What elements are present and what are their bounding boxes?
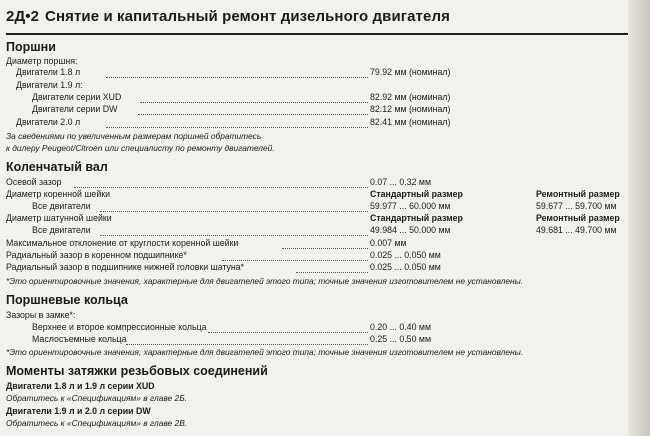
engines-1-9-label: Двигатели 1.9 л: <box>16 80 83 90</box>
engines-1-8-value: 79.92 мм (номинал) <box>370 67 451 77</box>
roundness-label: Максимальное отклонение от круглости коренной шейки <box>6 238 239 248</box>
main-journal-standard-value: 59.977 ... 60.000 мм <box>370 201 451 211</box>
repair-size-heading-2: Ремонтный размер <box>536 213 620 223</box>
leader-dots <box>296 271 368 273</box>
ring-gaps-label: Зазоры в замке*: <box>6 310 76 320</box>
pistons-note-line2: к дилеру Peugeot/Citroen или специалисту по ремонту двигателей. <box>6 143 275 153</box>
leader-dots <box>140 101 368 103</box>
leader-dots <box>74 186 368 188</box>
axial-clearance-label: Осевой зазор <box>6 177 62 187</box>
all-engines-label-2: Все двигатели <box>32 225 91 235</box>
leader-dots <box>100 210 368 212</box>
leader-dots <box>282 247 368 249</box>
leader-dots <box>222 259 368 261</box>
pistons-note-line1: За сведениями по увеличенным размерам поршней обратитесь <box>6 131 262 141</box>
repair-size-heading: Ремонтный размер <box>536 189 620 199</box>
chapter-title: Снятие и капитальный ремонт дизельного двигателя <box>45 8 450 25</box>
all-engines-label: Все двигатели <box>32 201 91 211</box>
section-rings-title: Поршневые кольца <box>6 293 128 307</box>
leader-dots <box>208 331 368 333</box>
dw-series-label: Двигатели серии DW <box>32 104 118 114</box>
oil-rings-value: 0.25 ... 0.50 мм <box>370 334 432 344</box>
section-pistons-title: Поршни <box>6 40 56 54</box>
oil-rings-label: Маслосъемные кольца <box>32 334 127 344</box>
header-rule <box>6 33 628 35</box>
xud-torque-reference: Обратитесь к «Спецификациям» в главе 2Б. <box>6 393 187 403</box>
dw-torque-heading: Двигатели 1.9 л и 2.0 л серии DW <box>6 406 151 416</box>
piston-diameter-label: Диаметр поршня: <box>6 56 78 66</box>
rod-bearing-clearance-label: Радиальный зазор в подшипнике нижней головки шатуна* <box>6 262 245 272</box>
compression-rings-label: Верхнее и второе компрессионные кольца <box>32 322 207 332</box>
leader-dots <box>106 126 368 128</box>
dw-series-value: 82.12 мм (номинал) <box>370 104 451 114</box>
leader-dots <box>100 234 368 236</box>
xud-torque-heading: Двигатели 1.8 л и 1.9 л серии XUD <box>6 381 155 391</box>
roundness-value: 0.007 мм <box>370 238 407 248</box>
chapter-code: 2Д•2 <box>6 8 40 25</box>
rod-bearing-clearance-value: 0.025 ... 0.050 мм <box>370 262 441 272</box>
leader-dots <box>106 76 368 78</box>
compression-rings-value: 0.20 ... 0.40 мм <box>370 322 432 332</box>
rod-journal-label: Диаметр шатунной шейки <box>6 213 112 223</box>
rod-journal-repair-value: 49.681 ... 49.700 мм <box>536 225 617 235</box>
engines-2-0-label: Двигатели 2.0 л <box>16 117 81 127</box>
page-header <box>6 8 450 25</box>
leader-dots <box>138 113 368 115</box>
main-bearing-clearance-label: Радиальный зазор в коренном подшипнике* <box>6 250 187 260</box>
standard-size-heading: Стандартный размер <box>370 189 463 199</box>
engines-2-0-value: 82.41 мм (номинал) <box>370 117 451 127</box>
rings-footnote: *Это ориентировочные значения, характерные для двигателей этого типа; точные значения изготовителем не установлены. <box>6 347 524 357</box>
section-crankshaft-title: Коленчатый вал <box>6 160 108 174</box>
main-journal-repair-value: 59.677 ... 59.700 мм <box>536 201 617 211</box>
engines-1-8-label: Двигатели 1.8 л <box>16 67 81 77</box>
section-torques-title: Моменты затяжки резьбовых соединений <box>6 364 268 378</box>
xud-series-value: 82.92 мм (номинал) <box>370 92 451 102</box>
main-bearing-clearance-value: 0.025 ... 0.050 мм <box>370 250 441 260</box>
leader-dots <box>126 343 368 345</box>
standard-size-heading-2: Стандартный размер <box>370 213 463 223</box>
main-journal-label: Диаметр коренной шейки <box>6 189 110 199</box>
page-edge-shadow <box>628 0 650 436</box>
axial-clearance-value: 0.07 ... 0.32 мм <box>370 177 432 187</box>
xud-series-label: Двигатели серии XUD <box>32 92 122 102</box>
rod-journal-standard-value: 49.984 ... 50.000 мм <box>370 225 451 235</box>
dw-torque-reference: Обратитесь к «Спецификациям» в главе 2В. <box>6 418 188 428</box>
crankshaft-footnote: *Это ориентировочные значения, характерные для двигателей этого типа; точные значения изготовителем не установлены. <box>6 276 524 286</box>
